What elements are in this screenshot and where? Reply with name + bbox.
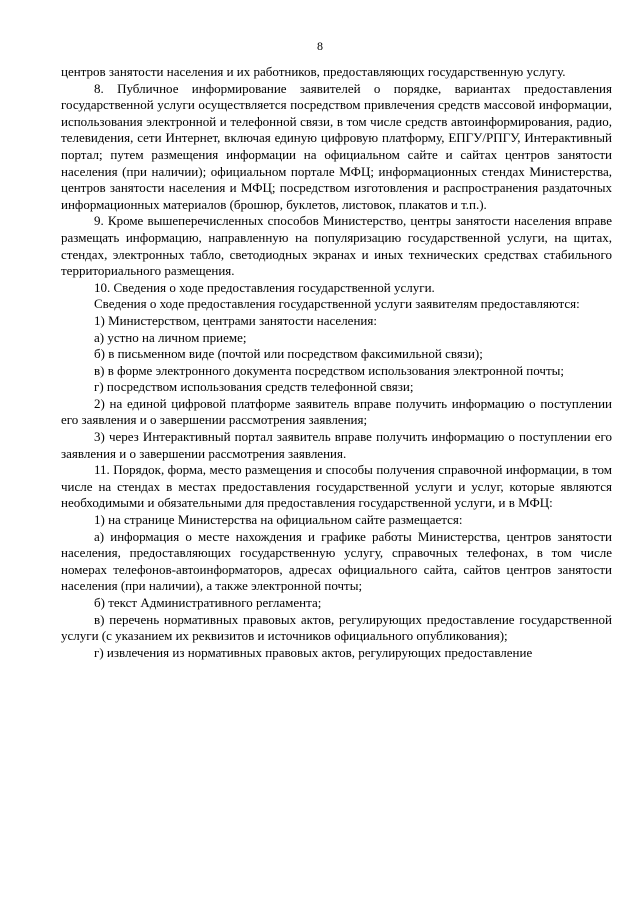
paragraph: 9. Кроме вышеперечисленных способов Министерство, центры занятости населения вправе размещать информацию, направленную на популяризацию государственной услуги, на щитах, стендах, электронных табло, светодиодных экранах и иных технических средствах стабильного территориального размещения. — [61, 213, 612, 279]
paragraph: г) посредством использования средств телефонной связи; — [94, 379, 414, 395]
paragraph: 11. Порядок, форма, место размещения и способы получения справочной информации, в том числе на стендах в местах предоставления государственной услуги и услуг, которые являются необходимыми и обязательными для предоставления государственной услуги, и в МФЦ: — [61, 462, 612, 511]
document-body — [61, 64, 612, 661]
paragraph: г) извлечения из нормативных правовых актов, регулирующих предоставление — [94, 644, 533, 660]
paragraph: 1) Министерством, центрами занятости населения: — [94, 312, 377, 328]
paragraph: в) перечень нормативных правовых актов, регулирующих предоставление государственной услуги (с указанием их реквизитов и источников официального опубликования); — [61, 611, 612, 644]
paragraph: а) устно на личном приеме; — [94, 329, 247, 345]
page-number: 8 — [317, 39, 323, 53]
paragraph: центров занятости населения и их работников, предоставляющих государственную услугу. — [61, 64, 566, 79]
paragraph: 8. Публичное информирование заявителей о порядке, вариантах предоставления государственной услуги осуществляется посредством привлечения средств массовой информации, использования электронной и телефонной связи, в том числе средств автоинформирования, радио, телевидения, сети Интернет, включая единую цифровую платформу, ЕПГУ/РПГУ, Интерактивный портал; путем размещения информации на официальном сайте и сайтах центров занятости населения (при наличии); официальном портале МФЦ; информационных стендах Министерства, центров занятости населения и МФЦ; посредством изготовления и распространения раздаточных информационных материалов (брошюр, буклетов, листовок, плакатов и т.п.). — [61, 80, 612, 212]
paragraph: а) информация о месте нахождения и графике работы Министерства, центров занятости населения, предоставляющих государственную услугу, справочных телефонах, в том числе номерах телефонов-автоинформаторов, адресах официального сайта, сайтов центров занятости населения (при наличии), а также электронной почты; — [61, 528, 612, 594]
paragraph: в) в форме электронного документа посредством использования электронной почты; — [94, 362, 564, 378]
paragraph: б) текст Административного регламента; — [94, 595, 322, 610]
paragraph: 2) на единой цифровой платформе заявитель вправе получить информацию о поступлении его заявления и о завершении рассмотрения заявления; — [61, 395, 612, 428]
paragraph: Сведения о ходе предоставления государственной услуги заявителям предоставляются: — [94, 296, 580, 312]
paragraph: 1) на странице Министерства на официальном сайте размещается: — [94, 512, 463, 528]
paragraph: б) в письменном виде (почтой или посредством факсимильной связи); — [94, 346, 483, 362]
paragraph: 3) через Интерактивный портал заявитель вправе получить информацию о поступлении его заявления и о завершении рассмотрения заявления. — [61, 429, 612, 461]
paragraph: 10. Сведения о ходе предоставления государственной услуги. — [94, 279, 435, 295]
